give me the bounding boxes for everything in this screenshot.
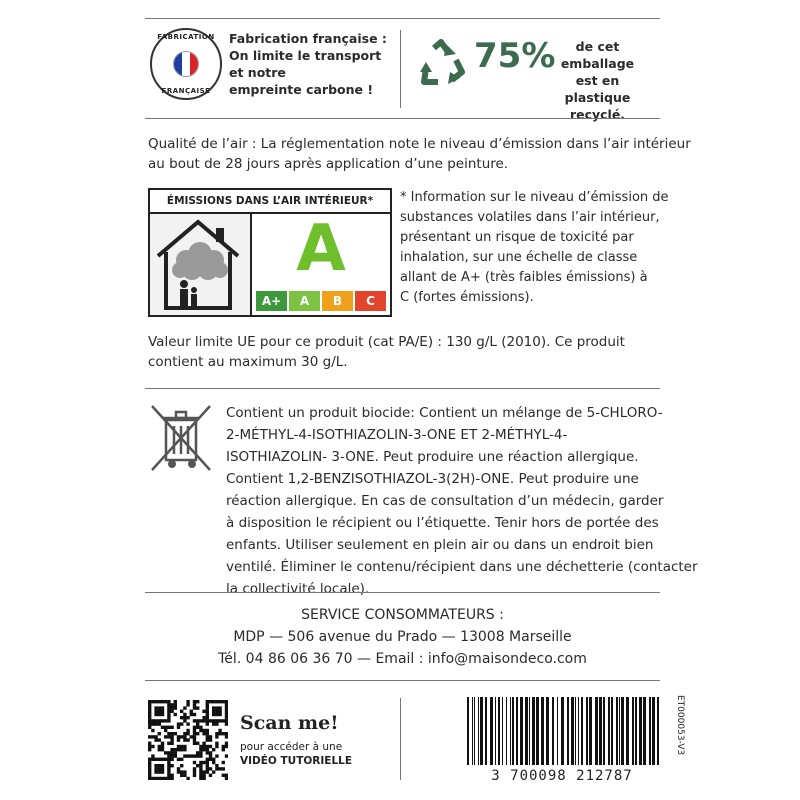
consumer-service [145,604,660,670]
footer-divider [400,698,401,780]
air-quality-line: au bout de 28 jours après application d’une peinture. [148,156,509,172]
crossed-bin-icon [148,402,214,474]
reference-code: ET000053-V3 [675,695,685,756]
scan-me-subtitle [240,740,352,768]
badge-top-text: FABRICATION [157,33,215,41]
grade-scale-item: C [355,291,386,311]
fabrication-line: On limite le transport [229,48,382,63]
footnote-line: * Information sur le niveau d’émission de [400,190,669,205]
biocide-line: 2-MÉTHYL-4-ISOTHIAZOLIN-3-ONE ET 2-MÉTHYL-4- [226,427,568,443]
footnote-line: C (fortes émissions). [400,290,534,305]
badge-bottom-text: FRANÇAISE [161,87,211,95]
scan-me-line: VIDÉO TUTORIELLE [240,755,352,767]
top-divider [145,18,660,19]
grade-scale-item: B [322,291,353,311]
fabrication-line: empreinte carbone ! [229,82,374,97]
service-title: SERVICE CONSOMMATEURS : [301,607,504,623]
biocide-line: ventilé. Éliminer le contenu/récipient dans une déchetterie (contacter [226,559,698,575]
biocide-line: la collectivité locale). [226,581,370,597]
emission-footnote [400,188,669,308]
limit-line: contient au maximum 30 g/L. [148,354,348,370]
biocide-line: Contient un produit biocide: Contient un mélange de 5-CHLORO- [226,405,663,421]
grade-scale-item: A+ [256,291,287,311]
house-pane [150,214,252,315]
footnote-line: substances volatiles dans l’air intérieur, [400,210,660,225]
service-address: MDP — 506 avenue du Prado — 13008 Marseille [233,629,572,645]
biocide-line: Contient 1,2-BENZISOTHIAZOL-3(2H)-ONE. Peut produire une [226,471,639,487]
service-contact: Tél. 04 86 06 36 70 — Email : info@maisondeco.com [218,651,587,667]
emission-grade: A [296,212,346,286]
air-quality-line: Qualité de l’air : La réglementation note le niveau d’émission dans l’air intérieur [148,136,691,152]
air-quality-intro [148,134,691,174]
fabrication-line: et notre [229,65,286,80]
scan-me-line: pour accéder à une [240,741,343,753]
fabrication-text [229,30,387,98]
emission-label [148,188,392,317]
barcode-number: 3 700098 212787 [491,768,633,784]
limit-value-text [148,332,625,372]
grade-scale [256,291,386,311]
recycled-text [540,38,655,123]
fabrication-francaise-badge [150,28,222,100]
footnote-line: inhalation, sur une échelle de classe [400,250,638,265]
biocide-line: ISOTHIAZOLIN- 3-ONE. Peut produire une réaction allergique. [226,449,639,465]
footnote-line: allant de A+ (très faibles émissions) à [400,270,648,285]
house-icon [150,214,246,312]
header-divider [400,30,401,108]
recycle-icon [416,38,466,88]
french-flag-icon [173,51,199,77]
biocide-text [226,402,698,600]
recycled-line: plastique recyclé. [564,90,631,122]
barcode [463,697,666,767]
recycled-line: de cet emballage [560,39,635,71]
recycled-percent: 75% [474,36,556,76]
footnote-line: présentant un risque de toxicité par [400,230,634,245]
section-divider [145,592,660,593]
section-divider [145,388,660,389]
qr-code[interactable] [148,700,228,780]
section-divider [145,680,660,681]
biocide-line: à disposition le récipient ou l’étiquette. Tenir hors de portée des [226,515,659,531]
fabrication-line: Fabrication française : [229,31,387,46]
grade-pane [252,214,390,315]
emission-label-title: ÉMISSIONS DANS L’AIR INTÉRIEUR* [150,190,390,214]
biocide-line: enfants. Utiliser seulement en plein air ou dans un endroit bien [226,537,654,553]
reference-code-wrap [668,695,688,780]
section-divider [145,118,660,119]
scan-me-title: Scan me! [240,712,339,734]
limit-line: Valeur limite UE pour ce produit (cat PA/E) : 130 g/L (2010). Ce produit [148,334,625,350]
biocide-line: réaction allergique. En cas de consultation d’un médecin, garder [226,493,664,509]
recycled-line: est en [575,73,620,88]
grade-scale-item: A [289,291,320,311]
